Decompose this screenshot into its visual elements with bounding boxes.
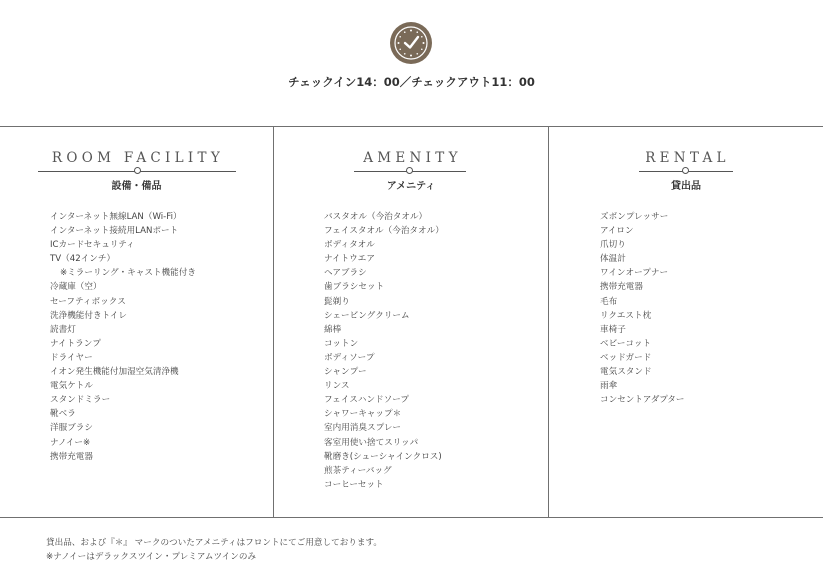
list-item: 体温計 [600, 254, 626, 265]
list-item: ワインオープナー [600, 268, 669, 279]
list-item: ※ミラーリング・キャスト機能付き [60, 268, 196, 279]
list-item: 雨傘 [600, 381, 618, 392]
list-item: 綿棒 [324, 324, 342, 335]
list-item: 電気スタンド [600, 367, 652, 378]
list-item: ボディソープ [324, 352, 375, 363]
list-item: イオン発生機能付加湿空気清浄機 [50, 367, 179, 378]
list-item: 客室用使い捨てスリッパ [324, 437, 419, 448]
rental-rule-dot [682, 167, 689, 174]
footnote-nanoe: ※ナノイーはデラックスツイン・プレミアムツインのみ [46, 552, 257, 562]
list-item: 携帯充電器 [50, 451, 93, 462]
list-item: バスタオル（今治タオル） [324, 212, 428, 222]
rental-title: RENTAL [645, 150, 730, 166]
list-item: TV（42インチ） [50, 254, 116, 265]
list-item: セーフティボックス [50, 296, 126, 307]
list-item: 電気ケトル [50, 381, 93, 392]
rental-column [549, 126, 823, 517]
list-item: ベビーコット [600, 338, 652, 349]
list-item: 携帯充電器 [600, 282, 643, 293]
list-item: シェービングクリーム [324, 310, 410, 321]
list-item: 煎茶ティーバッグ [324, 465, 392, 476]
rental-subtitle: 貸出品 [671, 181, 701, 192]
list-item: インターネット接続用LANポート [50, 226, 179, 237]
list-item: 読書灯 [50, 324, 76, 335]
list-item: アイロン [600, 226, 634, 237]
list-item: 爪切り [600, 240, 626, 251]
list-item: ベッドガード [600, 352, 652, 363]
list-item: 髭剃り [324, 296, 350, 307]
list-item: インターネット無線LAN（Wi-Fi） [50, 212, 182, 222]
amenity-rule-dot [406, 167, 413, 174]
amenity-list [324, 210, 444, 492]
amenity-title: AMENITY [363, 150, 462, 166]
list-item: フェイスタオル（今治タオル） [324, 226, 444, 237]
list-item: 靴磨き(シューシャインクロス) [324, 451, 442, 462]
list-item: ナイトウエア [324, 254, 375, 265]
footnote-rental-amenity: 貸出品、および『＊』 マークのついたアメニティはフロントにてご用意しております。 [46, 538, 382, 548]
bottom-divider [0, 517, 823, 518]
list-item: コンセントアダプター [600, 395, 685, 406]
room-facility-title: ROOM FACILITY [51, 150, 225, 166]
list-item: ナイトランプ [50, 338, 101, 349]
list-item: コットン [324, 338, 359, 349]
list-item: ICカードセキュリティ [50, 240, 135, 251]
list-item: リンス [324, 381, 350, 392]
list-item: リクエスト枕 [600, 310, 652, 321]
list-item: ドライヤー [50, 352, 93, 363]
list-item: 毛布 [600, 296, 618, 307]
list-item: 歯ブラシセット [324, 282, 385, 293]
list-item: 靴ベラ [50, 409, 76, 420]
list-item: シャンプー [324, 367, 367, 378]
list-item: 冷蔵庫（空） [50, 282, 102, 293]
list-item: 洋服ブラシ [50, 423, 93, 434]
list-item: 洗浄機能付きトイレ [50, 310, 127, 321]
amenity-subtitle: アメニティ [386, 181, 436, 192]
list-item: コーヒーセット [324, 479, 384, 490]
checkin-checkout-time: チェックイン14：00／チェックアウト11：00 [288, 75, 535, 89]
room-facility-column [0, 126, 273, 517]
room-facility-rule-dot [134, 167, 141, 174]
room-facility-list [50, 210, 196, 464]
list-item: スタンドミラー [50, 395, 111, 406]
list-item: 室内用消臭スプレー [324, 423, 402, 434]
list-item: ボディタオル [324, 240, 375, 251]
list-item: 車椅子 [600, 324, 626, 335]
list-item: ヘアブラシ [324, 268, 367, 279]
list-item: ナノイー※ [50, 437, 91, 448]
clock-icon [390, 22, 432, 64]
list-item: フェイスハンドソープ [324, 395, 409, 406]
amenity-column [274, 126, 548, 517]
list-item: ズボンプレッサー [600, 212, 669, 222]
room-facility-subtitle: 設備・備品 [111, 181, 162, 192]
rental-list [600, 210, 684, 407]
list-item: シャワーキャップ＊ [324, 409, 402, 420]
